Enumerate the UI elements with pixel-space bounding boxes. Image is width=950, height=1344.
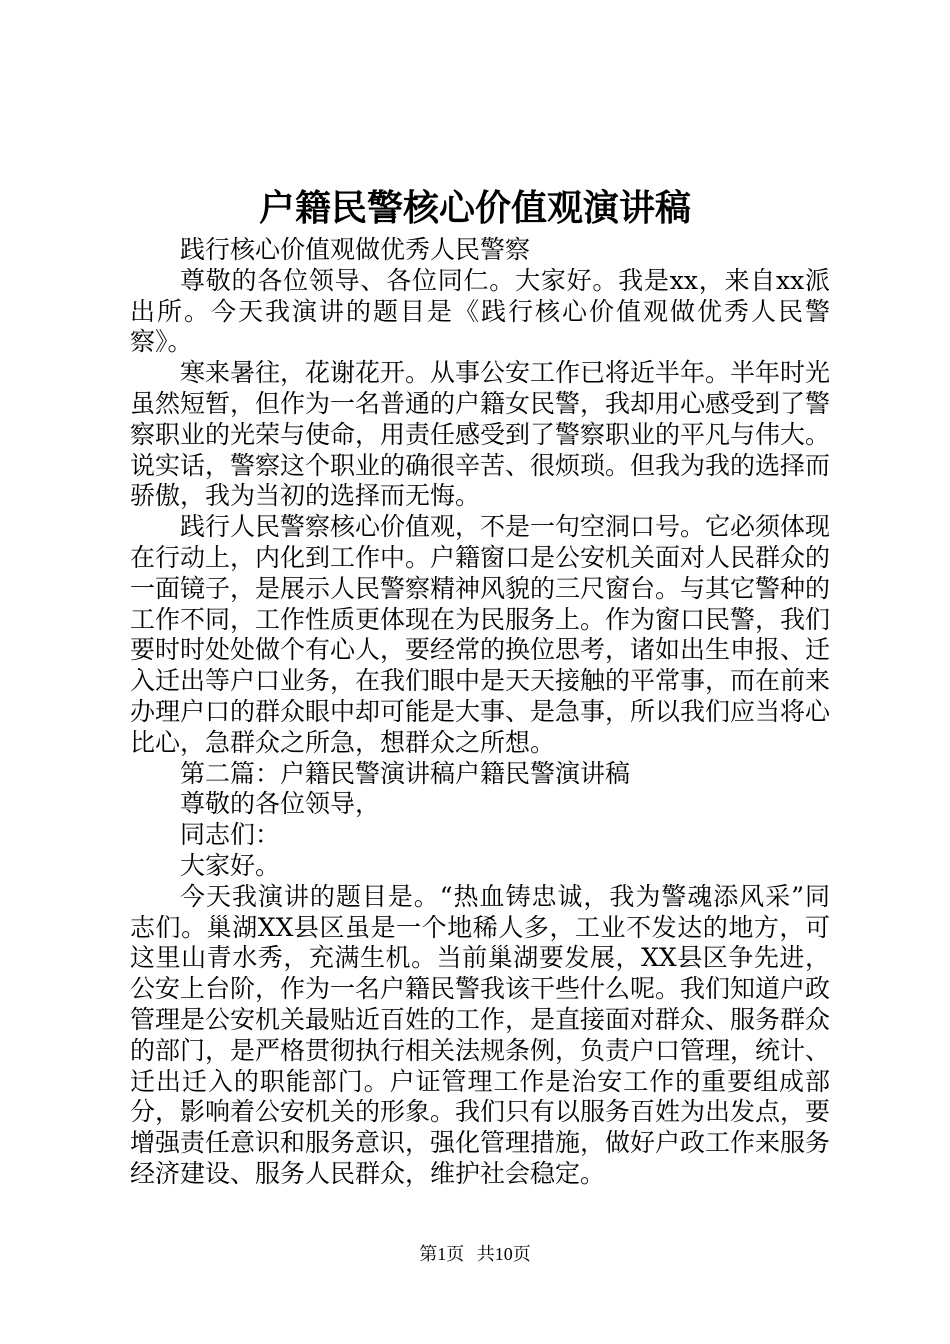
paragraph-experience: 寒来暑往，花谢花开。从事公安工作已将近半年。半年时光虽然短暂，但作为一名普通的户籍女民警，我却用心感受到了警察职业的光荣与使命，用责任感受到了警察职业的平凡与伟大。说实话，警察这个职业的确很辛苦、很烦琐。但我为我的选择而骄傲，我为当初的选择而无悔。 bbox=[130, 358, 831, 511]
page-total: 共10页 bbox=[476, 1244, 531, 1264]
document-title: 户籍民警核心价值观演讲稿 bbox=[258, 187, 691, 229]
page-footer bbox=[0, 1242, 950, 1266]
paragraph-core-values: 践行人民警察核心价值观，不是一句空洞口号。它必须体现在行动上，内化到工作中。户籍窗口是公安机关面对人民群众的一面镜子，是展示人民警察精神风貌的三尺窗台。与其它警种的工作不同，工作性质更体现在为民服务上。作为窗口民警，我们要时时处处做个有心人，要经常的换位思考，诸如出生申报、迁入迁出等户口业务，在我们眼中是天天接触的平常事，而在前来办理户口的群众眼中却可能是大事、是急事，所以我们应当将心比心，急群众之所急，想群众之所想。 bbox=[130, 512, 831, 757]
page-number: 第1页 bbox=[419, 1244, 465, 1264]
paragraph-hello: 大家好。 bbox=[180, 850, 281, 880]
document-body bbox=[130, 235, 830, 1190]
paragraph-second-chapter-heading: 第二篇：户籍民警演讲稿户籍民警演讲稿 bbox=[180, 758, 631, 788]
paragraph-subtitle: 践行核心价值观做优秀人民警察 bbox=[180, 235, 531, 264]
paragraph-speech-topic: 今天我演讲的题目是。“热血铸忠诚，我为警魂添风采”同志们。巢湖XX县区虽是一个地稀人多，工业不发达的地方，可这里山青水秀，充满生机。当前巢湖要发展，XX县区争先进，公安上台阶，作为一名户籍民警我该干些什么呢。我们知道户政管理是公安机关最贴近百姓的工作，是直接面对群众、服务群众的部门，是严格贯彻执行相关法规条例，负责户口管理，统计、迁出迁入的职能部门。户证管理工作是治安工作的重要组成部分，影响着公安机关的形象。我们只有以服务百姓为出发点，要增强责任意识和服务意识，强化管理措施，做好户政工作来服务经济建设、服务人民群众，维护社会稳定。 bbox=[130, 881, 831, 1188]
paragraph-salutation-leaders: 尊敬的各位领导， bbox=[180, 789, 381, 819]
paragraph-greeting-intro: 尊敬的各位领导、各位同仁。大家好。我是xx，来自xx派出所。今天我演讲的题目是《践行核心价值观做优秀人民警察》。 bbox=[130, 265, 830, 357]
paragraph-salutation-comrades: 同志们： bbox=[180, 820, 281, 850]
